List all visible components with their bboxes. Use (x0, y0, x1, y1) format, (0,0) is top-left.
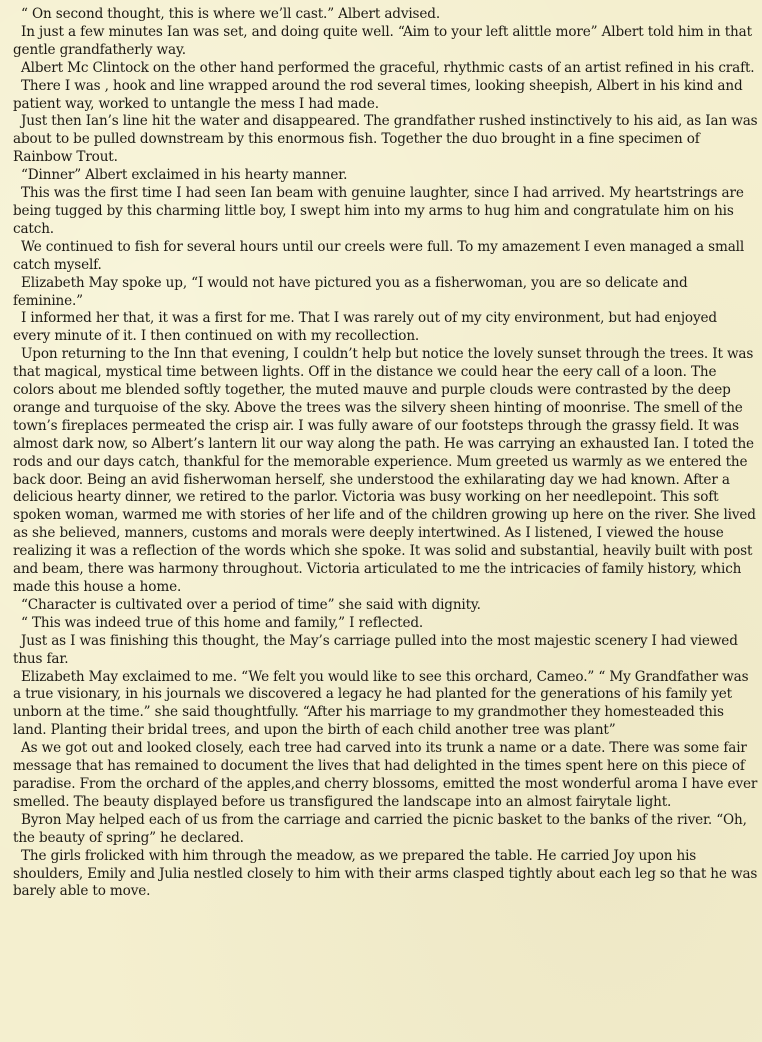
paragraph-7: This was the first time I had seen Ian beam with genuine laughter, since I had arrived. My heartstrings are being tugged by this charming little boy, I swept him into my arms to hug him and congratulate him on his catch. (13, 185, 744, 237)
paragraph-2: In just a few minutes Ian was set, and doing quite well. “Aim to your left alittle more” Albert told him in that gentle grandfatherly way. (13, 23, 752, 58)
paragraph-15: Elizabeth May exclaimed to me. “We felt you would like to see this orchard, Cameo.” “ My Grandfather was a true visionary, in his journals we discovered a legacy he had planted for the generations of his family yet unborn at the time.” she said thoughtfully. “After his marriage to my grandmother they homesteaded this land. Planting their bridal trees, and upon the birth of each child another tree was plant” (13, 668, 749, 739)
paragraph-3: Albert Mc Clintock on the other hand performed the graceful, rhythmic casts of an artist refined in his craft. (21, 59, 755, 76)
paragraph-10: I informed her that, it was a first for me. That I was rarely out of my city environment, but had enjoyed every minute of it. I then continued on with my recollection. (13, 310, 717, 345)
paragraph-14: Just as I was finishing this thought, the May’s carriage pulled into the most majestic scenery I had viewed thus far. (13, 632, 738, 667)
paragraph-4: There I was , hook and line wrapped around the rod several times, looking sheepish, Albert in his kind and patient way, worked to untangle the mess I had made. (13, 77, 743, 112)
paragraph-6: “Dinner” Albert exclaimed in his hearty manner. (21, 167, 348, 184)
paragraph-9: Elizabeth May spoke up, “I would not have pictured you as a fisherwoman, you are so delicate and feminine.” (13, 274, 688, 309)
paragraph-17: Byron May helped each of us from the carriage and carried the picnic basket to the banks of the river. “Oh, the beauty of spring” he declared. (13, 811, 747, 846)
paragraph-13: “ This was indeed true of this home and family,” I reflected. (21, 614, 424, 631)
paragraph-12: “Character is cultivated over a period of time” she said with dignity. (21, 596, 481, 613)
paragraph-1: “ On second thought, this is where we’ll cast.” Albert advised. (21, 6, 440, 22)
paragraph-5: Just then Ian’s line hit the water and disappeared. The grandfather rushed instinctively to his aid, as Ian was about to be pulled downstream by this enormous fish. Together the duo brought in a fine specimen of Rainbow Trout. (13, 113, 758, 166)
paragraph-18: The girls frolicked with him through the meadow, as we prepared the table. He carried Joy upon his shoulders, Emily and Julia nestled closely to him with their arms clasped tightly about each leg so that he was barely able to move. (13, 847, 758, 900)
paragraph-8: We continued to fish for several hours until our creels were full. To my amazement I even managed a small catch myself. (13, 238, 745, 273)
paragraph-11: Upon returning to the Inn that evening, I couldn’t help but notice the lovely sunset through the trees. It was that magical, mystical time between lights. Off in the distance we could hear the eery call of a loon. The colors about me blended softly together, the muted mauve and purple clouds were contrasted by the deep orange and turquoise of the sky. Above the trees was the silvery sheen hinting of moonrise. The smell of the town’s fireplaces permeated the crisp air. I was fully aware of our footsteps through the grassy field. It was almost dark now, so Albert’s lantern lit our way along the path. He was carrying an exhausted Ian. I toted the rods and our days catch, thankful for the memorable experience. Mum greeted us warmly as we entered the back door. Being an avid fisherwoman herself, she understood the exhilarating day we had known. After a delicious hearty dinner, we retired to the parlor. Victoria was busy working on her needlepoint. This soft spoken woman, warmed me with stories of her life and of the children growing up here on the river. She lived as she believed, manners, customs and morals were deeply intertwined. As I listened, I viewed the house realizing it was a reflection of the words which she spoke. It was solid and substantial, heavily built with post and beam, there was harmony throughout. Victoria articulated to me the intricacies of family history, which made this house a home. (13, 346, 756, 595)
paragraph-16: As we got out and looked closely, each tree had carved into its trunk a name or a date. There was some fair message that has remained to document the lives that had delighted in the times spent here on this piece of paradise. From the orchard of the apples,and cherry blossoms, emitted the most wonderful aroma I have ever smelled. The beauty displayed before us transfigured the landscape into an almost fairytale light. (13, 740, 758, 810)
